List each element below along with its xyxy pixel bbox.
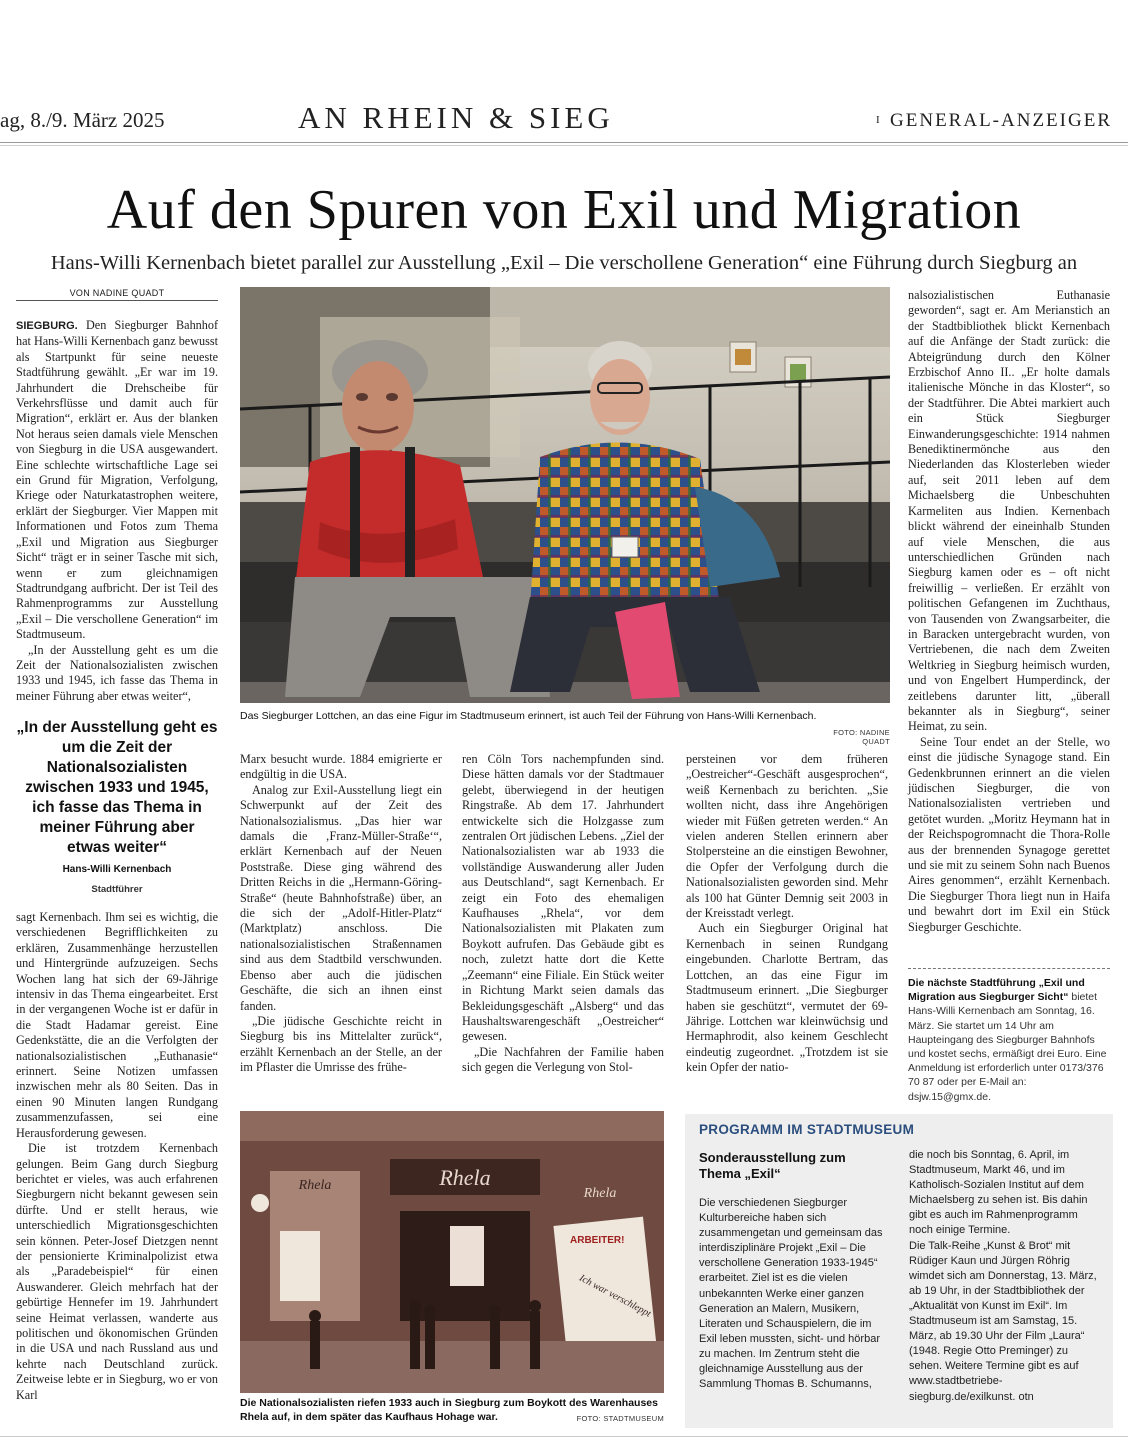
masthead-rule — [0, 142, 1128, 143]
rhela-sign-left: Rhela — [298, 1178, 332, 1193]
article-column-3 — [462, 752, 664, 1076]
article-column-5 — [908, 288, 1110, 935]
paragraph: SIEGBURG. Den Siegburger Bahnhof hat Hans-Willi Kernenbach ganz bewusst als Startpunkt für seine neueste Stadtführung gewählt. „Er war im 19. Jahrhundert die Drehscheibe für Verkehrsflüsse und damit auch für Migration“, erklärt er. Aus der blanken Not heraus seien damals viele Menschen von Siegburg in die USA ausgewandert. Eine schlechte wirtschaftliche Lage sei ein Grund für Migration, Verfolgung, Kriege oder Naturkatastrophen weitere, erklärt der Siegburger. Vier Mappen mit Informationen und Fotos zum Thema „Exil und Migration aus Siegburger Sicht“ trägt er in seiner Tasche mit sich, wenn er zum gleichnamigen Stadtrundgang aufbricht. Der ist Teil des Rahmenprogramms zur Ausstellung „Exil – Die verschollene Generation“ im Stadtmuseum. — [16, 318, 219, 642]
photo-illustration — [240, 287, 890, 703]
masthead-separator: I — [876, 114, 880, 126]
article-column-2 — [240, 752, 442, 1076]
dateline: SIEGBURG. — [16, 320, 78, 332]
paragraph: Seine Tour endet an der Stelle, wo einst die jüdische Synagoge stand. Ein Gedenkbrunnen erinnert an die vielen jüdischen Siegburger, die von Nationalsozialisten vertrieben und getötet wurden. „Moritz Heymann hat in der Reichspogromnacht die Thora-Rolle aus der brennenden Synagoge gerettet und sie mit zu seinem Sohn nach Buenos Aires genommen“, erzählt Kernenbach. Die Siegburger Thora liegt nun in Haifa und bewahrt dort im Exil ein Stück Siegburger Geschichte. — [908, 734, 1110, 934]
newspaper-name: GENERAL-ANZEIGER — [890, 110, 1112, 131]
main-photo-credit: FOTO: NADINE QUADT — [833, 728, 890, 746]
tour-info-text: bietet Hans-Willi Kernenbach am Sonntag, 16. März. Sie startet um 14 Uhr am Haupteingang des Siegburger Bahnhofs und kostet sechs, ermäßigt drei Euro. Eine Anmeldung ist erforderlich unter 0173/376 70 87 oder per E-Mail an: dsjw.15@gmx.de. — [908, 991, 1107, 1103]
section-title: AN RHEIN & SIEG — [298, 100, 614, 135]
rhela-sign-main: Rhela — [439, 1165, 491, 1190]
poster-handwriting: Ich war verschleppt — [577, 1272, 653, 1320]
byline: VON NADINE QUADT — [16, 288, 218, 301]
historic-photo-credit: FOTO: STADTMUSEUM — [576, 1414, 664, 1423]
masthead — [0, 100, 1128, 140]
pull-quote-text: „In der Ausstellung geht es um die Zeit der Nationalsozialisten zwischen 1933 und 1945, ich fasse das Thema in meiner Führung aber etwas weiter“ — [16, 719, 218, 856]
photo-rhela-boycott — [240, 1111, 664, 1393]
program-box — [685, 1114, 1113, 1428]
photo-lottchen-and-guide — [240, 287, 890, 703]
program-box-column-1: Die verschiedenen Siegburger Kulturbereiche haben sich zusammengetan und gemeinsam das interdisziplinäre Projekt „Exil – Die verschollene Generation 1933-1945“ erarbeitet. Ziel ist es die vielen unbekannten Werke einer ganzen Generation an Malern, Musikern, Literaten und Schauspielern, die im Exil leben mussten, sicht- und hörbar zu machen. Im Zentrum steht die gleichnamige Ausstellung aus der Sammlung Thomas B. Schumanns, — [699, 1197, 883, 1391]
paragraph: „Die jüdische Geschichte reicht in Siegburg bis ins Mittelalter zurück“, erzählt Kernenbach an der Stelle, an der im Pflaster die Umrisse des frühe- — [240, 1013, 442, 1075]
issue-date: ag, 8./9. März 2025 — [0, 108, 165, 132]
paragraph: Marx besucht wurde. 1884 emigrierte er endgültig in die USA. — [240, 752, 442, 782]
paragraph: Auch ein Siegburger Original hat Kernenbach in seinen Rundgang eingebunden. Charlotte Bertram, das Lottchen, an das eine Figur im Stadtmuseum erinnert. „Die Siegburger haben sie geschützt“, vermutet der 69-Jährige. Lottchen war kleinwüchsig und Hermaphrodit, also keinem Geschlecht eindeutig zugeordnet. „Trotzdem ist sie kein Opfer der natio- — [686, 921, 888, 1075]
paragraph: „Die Nachfahren der Familie haben sich gegen die Verlegung von Stol- — [462, 1044, 664, 1075]
pull-quote-name: Hans-Willi Kernenbach — [62, 864, 172, 875]
paragraph: nalsozialistischen Euthanasie geworden“, sagt er. Am Merianstich an der Stadtbibliothek blickt Kernenbach auf die Anfänge der Stadt zurück: die Abteigründung durch den Kölner Erzbischof Anno II.. „Er holte damals italienische Mönche in das Kloster“, so der Stadtführer. Die Abtei markiert auch ein Stück Siegburger Einwanderungsgeschichte: 1914 nahmen Benediktinermönche aus den Niederlanden das Klosterleben wieder auf, seit 2011 leben auf dem Michaelsberg die Unbeschuhten Karmeliten aus Indien. Kernenbach blickt während der eineinhalb Stunden auf viele Menschen, die aus unterschiedlichen Gründen nach Siegburg kamen oder es – oft nicht freiwillig – verließen. Er erzählt von politischen Gefangenen im Zuchthaus, von Tausenden von Zwangsarbeiter, die in Baracken untergebracht wurden, von Vertriebenen, die nach dem Zweiten Weltkrieg in Siegburg heimisch wurden, und von Engelbert Humperdinck, der zeitlebens darunter litt, „überall bekannter als in Siegburg“, seiner Heimat, zu sein. — [908, 288, 1110, 734]
tour-info — [908, 976, 1110, 1104]
paragraph: „In der Ausstellung geht es um die Zeit der Nationalsozialisten zwischen 1933 und 1945, ich fasse das Thema in meiner Führung aber etwas weiter“, — [16, 642, 218, 703]
program-box-subtitle: Sonderausstellung zum Thema „Exil“ — [699, 1150, 846, 1181]
article-column-1-top — [16, 318, 218, 704]
pull-quote-role: Stadtführer — [91, 884, 143, 895]
article-column-4 — [686, 752, 888, 1076]
article-subheadline: Hans-Willi Kernenbach bietet parallel zur Ausstellung „Exil – Die verschollene Generation“ eine Führung durch Siegburg an — [50, 252, 1078, 274]
historic-photo-caption: Die Nationalsozialisten riefen 1933 auch in Siegburg zum Boykott des Warenhauses Rhela auf, in dem später das Kaufhaus Hohage war. — [240, 1397, 658, 1423]
masthead-rule-secondary — [0, 145, 1128, 146]
info-divider — [908, 968, 1110, 969]
historic-photo-illustration — [240, 1111, 664, 1393]
paragraph: Die ist trotzdem Kernenbach gelungen. Beim Gang durch Siegburg berichtet er vieles, was auch erfahrenen Siegburgern nicht bekannt gewesen sein dürfte. Und er stellt heraus, wie unterschiedlich Migrationsgeschichten sein können. Peter-Josef Dietzgen nennt der pensionierte Kriminalpolizist etwa als „Paradebeispiel“ für einen Auswanderer. Gleich mehrfach hat der gebürtige Hennefer im 19. Jahrhundert seine Heimat verlassen, wanderte aus politischen und ökonomischen Gründen in die USA und nach Russland aus und kehrte nach Deutschland zurück. Zeitweise lebte er in Siegburg, wo er von Karl — [16, 1141, 218, 1402]
paragraph: ren Cöln Tors nachempfunden sind. Diese hätten damals vor der Stadtmauer gelebt, überwiegend in der heutigen Ringstraße. Ab dem 17. Jahrhundert entwickelte sich die Holzgasse zum zentralen Ort jüdischen Lebens. „Ziel der Nationalsozialisten war ab 1933 die vollständige Auswanderung aller Juden aus Deutschland“, sagt Kernenbach. Er zeigt ein Foto des ehemaligen Kaufhauses „Rhela“, vor dem Nationalsozialisten mit Plakaten zum Boykott aufrufen. Das Gebäude gibt es noch, zuletzt hatte dort die Kette „Zeemann“ eine Filiale. Ein Stück weiter in Richtung Markt seien damals das Bekleidungsgeschäft „Alsberg“ und das Haushaltswarengeschäft „Oestreicher“ gewesen. — [462, 752, 664, 1044]
rhela-sign-right: Rhela — [583, 1186, 617, 1201]
article-headline: Auf den Spuren von Exil und Migration — [106, 179, 1022, 241]
paragraph: Analog zur Exil-Ausstellung liegt ein Schwerpunkt auf der Zeit des Nationalsozialismus. „Das hier war damals die ‚Franz-Müller-Straße‘“, erklärt Kernenbach auf der Neuen Poststraße. Diese ging während des Dritten Reichs in die „Hermann-Göring-Straße“ (heute Bahnhofstraße) über, an die sich der „Adolf-Hitler-Platz“ (Marktplatz) anschloss. Die nationalsozialistischen Straßennamen sind aus dem Stadtbild verschwunden. Ebenso aber auch die jüdischen Geschäfte, die sich an ihnen einst fanden. — [240, 782, 442, 1013]
poster-arbeiter: ARBEITER! — [570, 1235, 625, 1246]
article-column-1-bottom — [16, 910, 218, 1403]
tour-info-title: Die nächste Stadtführung „Exil und Migration aus Siegburger Sicht“ — [908, 977, 1085, 1004]
program-box-title: PROGRAMM IM STADTMUSEUM — [699, 1122, 915, 1137]
page-bottom-rule — [0, 1436, 1128, 1437]
paragraph: persteinen vor dem früheren „Oestreicher“-Geschäft ausgesprochen“, weiß Kernenbach zu berichten. „Sie wollten nicht, dass ihre Angehörigen wieder mit Füßen getreten werden.“ An vielen anderen Stellen erinnern aber Stolpersteine an die einstigen Bewohner, die Opfer der Verfolgung durch die Nationalsozialisten geworden sind. Mehr als 100 hat Günter Demnig seit 2003 in der Kreisstadt verlegt. — [686, 752, 888, 921]
paragraph: sagt Kernenbach. Ihm sei es wichtig, die verschiedenen Begrifflichkeiten zu erklären, Zusammenhänge herzustellen und Hintergründe aufzuzeigen. Sechs Wochen lang hat sich der 69-Jährige intensiv in das Thema eingearbeitet. Erst in der vergangenen Woche ist er dafür in die Stadt Hadamar gereist. Eine Gedenkstätte, die an die Verfolgten der nationalsozialistischen „Euthanasie“ erinnert. Seine Notizen umfassen inzwischen mehr als 80 Seiten. Das in einen 90 Minuten langen Rundgang zusammenzufassen, sei eine Herausforderung gewesen. — [16, 910, 218, 1140]
pull-quote — [16, 718, 218, 900]
main-photo-caption: Das Siegburger Lottchen, an das eine Figur im Stadtmuseum erinnert, ist auch Teil der Führung von Hans-Willi Kernenbach. — [240, 710, 817, 722]
program-box-column-2: die noch bis Sonntag, 6. April, im Stadtmuseum, Markt 46, und im Katholisch-Sozialen Institut auf dem Michaelsberg zu sehen ist. Bis dahin gibt es auch im Rahmenprogramm noch einige Termine. Die Talk-Reihe „Kunst & Brot“ mit Rüdiger Kaun und Jürgen Röhrig wimdet sich am Donnerstag, 13. März, ab 19 Uhr, in der Stadtbibliothek der „Aktualität von Kunst im Exil“. Im Stadtmuseum ist am Samstag, 15. März, ab 19.30 Uhr der Film „Laura“ (1948. Regie Otto Preminger) zu sehen. Weitere Termine gibt es auf www.stadtbetriebe-siegburg.de/exilkunst. otn — [909, 1149, 1097, 1403]
